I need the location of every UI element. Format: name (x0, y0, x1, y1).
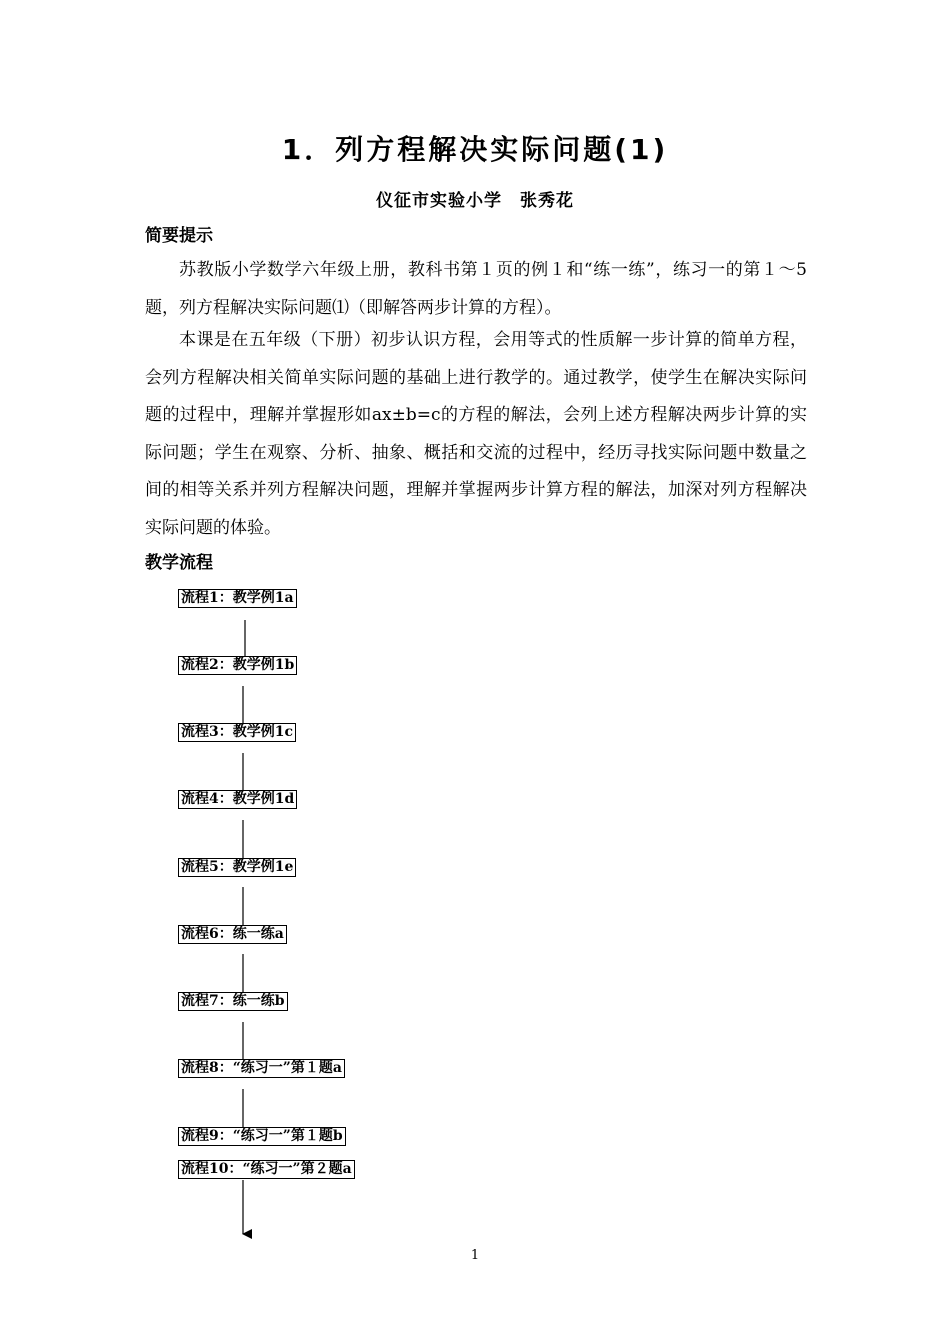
document-title: 1．列方程解决实际问题(1) (281, 133, 669, 166)
section-heading-flow: 教学流程 (145, 553, 213, 573)
flow-step-8: 流程8：“练习一”第１题a (178, 1059, 345, 1078)
flow-step-5: 流程5：教学例1e (178, 858, 296, 877)
flow-step-2: 流程2：教学例1b (178, 656, 297, 675)
flow-step-7: 流程7：练一练b (178, 992, 288, 1011)
summary-paragraph-2: 本课是在五年级（下册）初步认识方程，会用等式的性质解一步计算的简单方程，会列方程解决相关简单实际问题的基础上进行教学的。通过教学，使学生在解决实际问题的过程中，理解并掌握形如ax±b=c的方程的解法，会列上述方程解决两步计算的实际问题；学生在观察、分析、抽象、概括和交流的过程中，经历寻找实际问题中数量之间的相等关系并列方程解决问题，理解并掌握两步计算方程的解法，加深对列方程解决实际问题的体验。 (145, 330, 807, 538)
flow-step-6: 流程6：练一练a (178, 925, 287, 944)
flow-step-4: 流程4：教学例1d (178, 790, 297, 809)
summary-paragraph-1: 苏教版小学数学六年级上册，教科书第１页的例１和“练一练”，练习一的第１～5题，列方程解决实际问题⑴（即解答两步计算的方程）。 (145, 260, 807, 318)
flow-step-1: 流程1：教学例1a (178, 589, 297, 608)
flow-step-3: 流程3：教学例1c (178, 723, 296, 742)
author-line: 仪征市实验小学 张秀花 (376, 191, 574, 211)
page-number: 1 (470, 1248, 480, 1263)
section-heading-summary: 简要提示 (145, 226, 213, 246)
flow-step-9: 流程9：“练习一”第１题b (178, 1127, 346, 1146)
flow-step-10: 流程10：“练习一”第２题a (178, 1160, 355, 1179)
